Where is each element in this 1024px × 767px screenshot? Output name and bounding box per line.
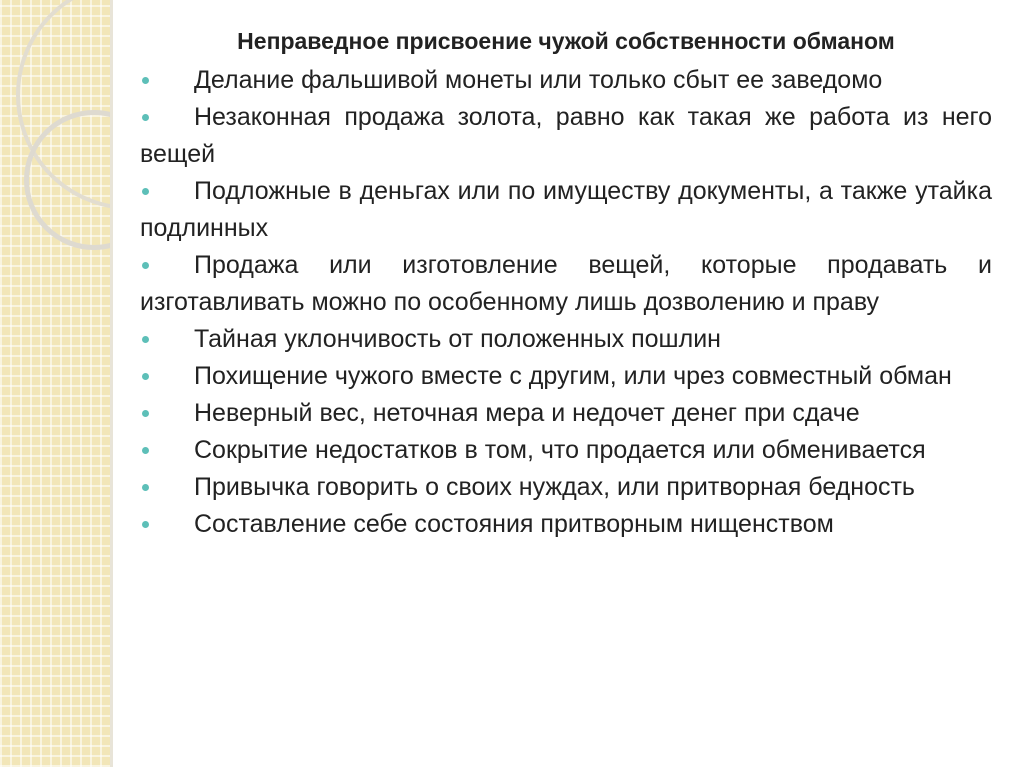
bullet-dot-icon [142,410,149,417]
bullet-dot-icon [142,521,149,528]
decorative-rings [0,0,113,767]
list-item [140,358,992,395]
list-item [140,62,992,99]
list-item-text: Продажа или изготовление вещей, которые продавать и изготавливать можно по особенному лишь дозволению и праву [140,251,992,316]
list-item [140,506,992,543]
bullet-list [140,62,992,543]
list-item [140,247,992,321]
list-item [140,321,992,358]
bullet-dot-icon [142,77,149,84]
list-item-text: Сокрытие недостатков в том, что продается или обменивается [194,436,926,464]
list-item-text: Неверный вес, неточная мера и недочет денег при сдаче [194,399,860,427]
bullet-dot-icon [142,447,149,454]
bullet-dot-icon [142,484,149,491]
list-item-text: Привычка говорить о своих нуждах, или притворная бедность [194,473,915,501]
list-item-text: Делание фальшивой монеты или только сбыт ее заведомо [194,66,883,94]
list-item [140,173,992,247]
list-item [140,432,992,469]
list-item-text: Похищение чужого вместе с другим, или чрез совместный обман [194,362,952,390]
slide-title: Неправедное присвоение чужой собственности обманом [237,28,895,54]
bullet-dot-icon [142,373,149,380]
bullet-dot-icon [142,262,149,269]
bullet-dot-icon [142,188,149,195]
list-item [140,395,992,432]
list-item [140,99,992,173]
list-item-text: Подложные в деньгах или по имуществу документы, а также утайка подлинных [140,177,992,242]
list-item-text: Незаконная продажа золота, равно как такая же работа из него вещей [140,103,992,168]
bullet-dot-icon [142,336,149,343]
list-item [140,469,992,506]
slide-content [140,24,992,543]
list-item-text: Тайная уклончивость от положенных пошлин [194,325,721,353]
side-band-edge [110,0,113,767]
bullet-dot-icon [142,114,149,121]
list-item-text: Составление себе состояния притворным нищенством [194,510,834,538]
